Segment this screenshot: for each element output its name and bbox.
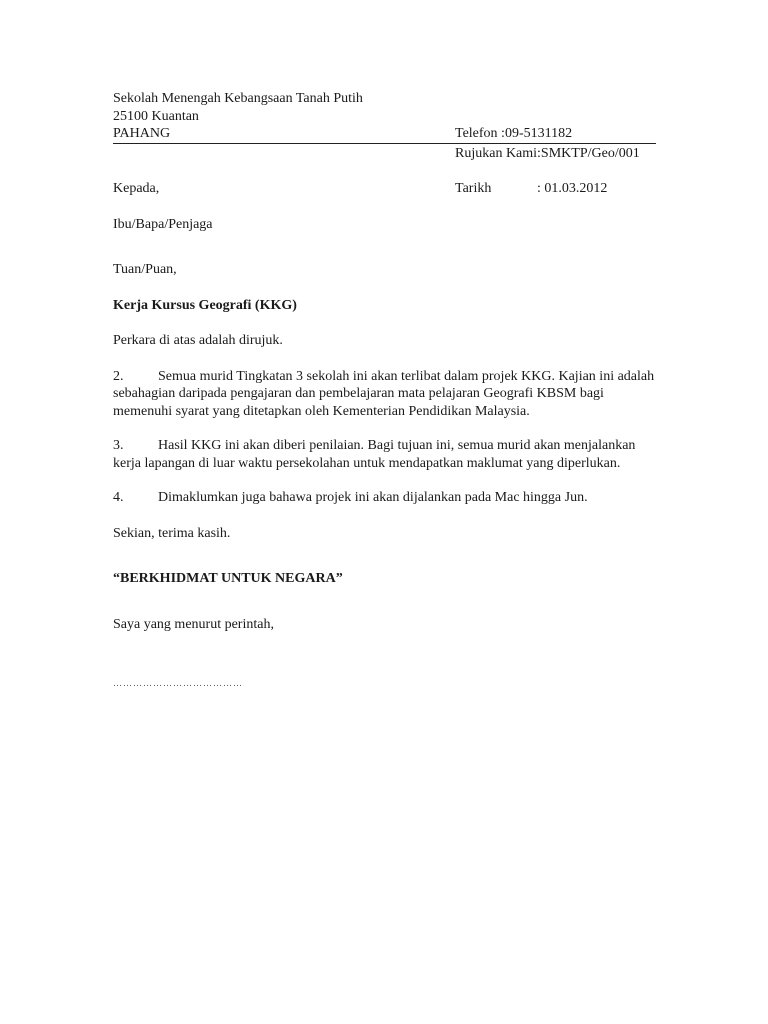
paragraph-number: 3. [113,438,124,453]
kepada: Kepada, [113,181,160,196]
paragraph-3 [113,437,656,472]
letter [113,90,656,693]
closing: Sekian, terima kasih. [113,525,231,541]
paragraph-2 [113,368,656,421]
intro: Perkara di atas adalah dirujuk. [113,333,283,348]
school-state: PAHANG [113,126,171,141]
paragraph-text: Semua murid Tingkatan 3 sekolah ini akan terlibat dalam projek KKG. Kajian ini adalah sebahagian daripada pengajaran dan pembelajaran mata pelajaran Geografi KBSM bagi memenuhi syarat yang ditetapkan oleh Kementerian Pendidikan Malaysia. [113,368,655,419]
tarikh-label: Tarikh [455,181,492,196]
motto: “BERKHIDMAT UNTUK NEGARA” [113,571,343,586]
telefon: Telefon :09-5131182 [455,126,573,141]
salutation: Tuan/Puan, [113,262,177,277]
paragraph-text: Hasil KKG ini akan diberi penilaian. Bagi tujuan ini, semua murid akan menjalankan kerja lapangan di luar waktu persekolahan untuk mendapatkan maklumat yang diperlukan. [113,438,636,471]
school-postcode-city: 25100 Kuantan [113,108,199,124]
signoff: Saya yang menurut perintah, [113,616,274,632]
paragraph-text: Dimaklumkan juga bahawa projek ini akan dijalankan pada Mac hingga Jun. [158,490,588,505]
state-telefon-row [113,125,656,143]
tarikh [455,180,607,198]
kepada-tarikh-row [113,180,656,198]
tarikh-value: : 01.03.2012 [537,181,608,196]
recipient-to: Ibu/Bapa/Penjaga [113,216,213,232]
subject: Kerja Kursus Geografi (KKG) [113,297,297,313]
school-name: Sekolah Menengah Kebangsaan Tanah Putih [113,91,363,106]
rujukan: Rujukan Kami:SMKTP/Geo/001 [455,145,640,161]
header-rule [113,143,656,144]
rujukan-row [113,145,656,163]
paragraph-number: 4. [113,490,124,505]
signature-line: ………………………………… [113,678,243,688]
paragraph-number: 2. [113,368,124,384]
paragraph-4 [113,489,656,507]
